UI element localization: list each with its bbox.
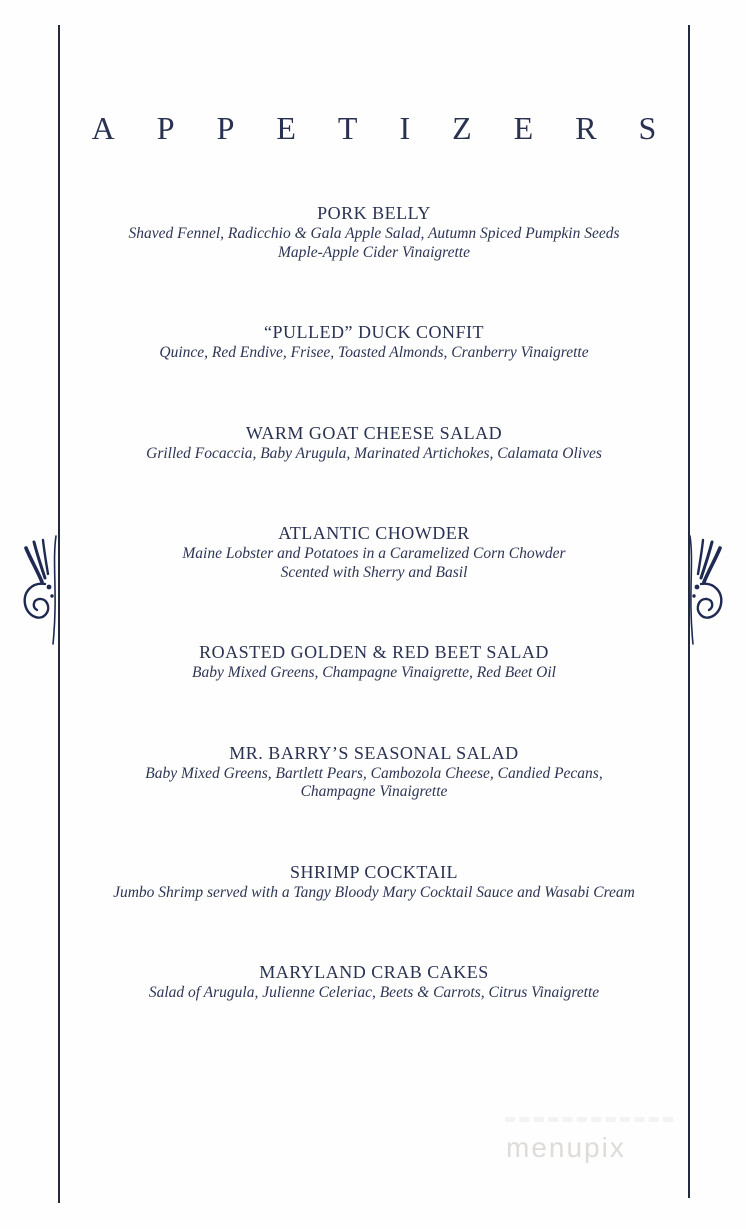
menu-item [59, 642, 689, 683]
menu-item-name: WARM GOAT CHEESE SALAD [245, 422, 503, 443]
menu-items [59, 203, 689, 1003]
menu-item-description-line: Grilled Focaccia, Baby Arugula, Marinated Artichokes, Calamata Olives [146, 444, 602, 462]
menu-item-description [59, 664, 689, 683]
menu-item [59, 862, 689, 903]
menu-item-description [59, 344, 689, 363]
menu-item-description-line: Baby Mixed Greens, Champagne Vinaigrette, Red Beet Oil [191, 664, 556, 681]
menu-item-name: ROASTED GOLDEN & RED BEET SALAD [199, 642, 549, 662]
menu-item-description-line: Maple-Apple Cider Vinaigrette [278, 243, 470, 261]
menu-item-description-line: Scented with Sherry and Basil [280, 563, 468, 581]
menu-item [59, 523, 689, 582]
menu-item-name: SHRIMP COCKTAIL [290, 861, 458, 882]
menu-item-name: ATLANTIC CHOWDER [278, 523, 470, 543]
menu-item-description [59, 984, 689, 1003]
menu-item-description [59, 765, 689, 802]
section-title-text: APPETIZERS [91, 110, 699, 146]
menu-item-description [59, 545, 689, 582]
menu-item [59, 203, 689, 262]
watermark-dashes [505, 1117, 673, 1122]
menu-item [59, 322, 689, 363]
menu-item [59, 962, 689, 1003]
menu-item-description-line: Baby Mixed Greens, Bartlett Pears, Cambozola Cheese, Candied Pecans, [145, 764, 603, 782]
menu-item-name: MARYLAND CRAB CAKES [259, 962, 489, 982]
menu-item-description-line: Maine Lobster and Potatoes in a Caramelized Corn Chowder [182, 545, 566, 562]
menu-item-description-line: Quince, Red Endive, Frisee, Toasted Almonds, Cranberry Vinaigrette [159, 344, 589, 361]
menu-item-description-line: Salad of Arugula, Julienne Celeriac, Beets & Carrots, Citrus Vinaigrette [148, 984, 600, 1001]
menu-item-description-line: Shaved Fennel, Radicchio & Gala Apple Salad, Autumn Spiced Pumpkin Seeds [128, 225, 620, 242]
menu-item-description-line: Jumbo Shrimp served with a Tangy Bloody Mary Cocktail Sauce and Wasabi Cream [113, 883, 635, 901]
menu-item [59, 423, 689, 464]
menu-item-name: “PULLED” DUCK CONFIT [264, 322, 484, 342]
menupix-watermark-logo: menupix [506, 1132, 626, 1163]
menu-item-description [59, 445, 689, 464]
flourish-left-icon [22, 534, 60, 646]
menu-item-name: PORK BELLY [317, 203, 431, 223]
menu-item-description [59, 225, 689, 262]
menu-item-description [59, 884, 689, 903]
menu-item-description-line: Champagne Vinaigrette [300, 783, 448, 800]
menu-item-name: MR. BARRY’S SEASONAL SALAD [229, 742, 519, 763]
flourish-right-icon [686, 534, 724, 646]
section-title [59, 110, 699, 147]
menu-item [59, 743, 689, 802]
